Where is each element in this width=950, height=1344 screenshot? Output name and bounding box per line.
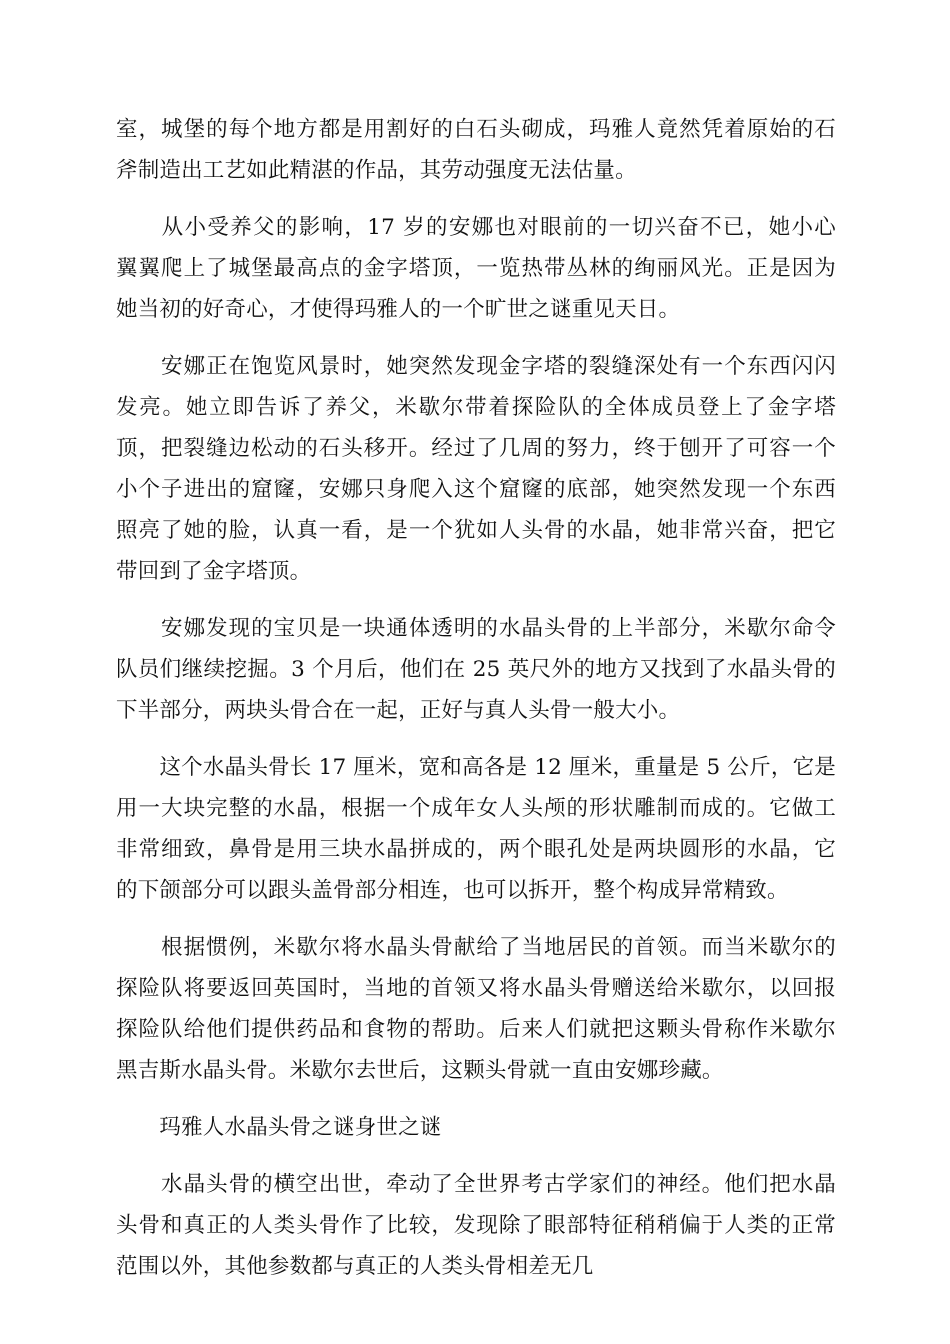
paragraph [116, 747, 836, 911]
text-line: 顶，把裂缝边松动的石头移开。经过了几周的努力，终于刨开了可容一个 [116, 436, 836, 461]
text-line: 室，城堡的每个地方都是用割好的白石头砌成，玛雅人竟然凭着原始的石 [116, 117, 836, 142]
text-line: 翼翼爬上了城堡最高点的金字塔顶，一览热带丛林的绚丽风光。正是因为 [116, 256, 836, 281]
text-line: 探险队给他们提供药品和食物的帮助。后来人们就把这颗头骨称作米歇尔 [116, 1017, 836, 1042]
text-line: 用一大块完整的水晶，根据一个成年女人头颅的形状雕制而成的。它做工 [116, 796, 836, 821]
text-line: 她当初的好奇心，才使得玛雅人的一个旷世之谜重见天日。 [116, 297, 681, 322]
text-line: 头骨和真正的人类头骨作了比较，发现除了眼部特征稍稍偏于人类的正常 [116, 1213, 836, 1238]
text-line: 安娜发现的宝贝是一块通体透明的水晶头骨的上半部分，米歇尔命令 [116, 616, 836, 641]
text-line: 水晶头骨的横空出世，牵动了全世界考古学家们的神经。他们把水晶 [116, 1172, 836, 1197]
paragraph [116, 1164, 836, 1287]
paragraph [116, 927, 836, 1091]
text-line: 根据惯例，米歇尔将水晶头骨献给了当地居民的首领。而当米歇尔的 [116, 935, 836, 960]
text-line: 下半部分，两块头骨合在一起，正好与真人头骨一般大小。 [116, 698, 681, 723]
text-line: 照亮了她的脸，认真一看，是一个犹如人头骨的水晶，她非常兴奋，把它 [116, 518, 836, 543]
text-line: 这个水晶头骨长 17 厘米，宽和高各是 12 厘米，重量是 5 公斤，它是 [116, 755, 836, 780]
document-body [116, 109, 836, 1303]
text-line: 黑吉斯水晶头骨。米歇尔去世后，这颗头骨就一直由安娜珍藏。 [116, 1058, 724, 1083]
text-line: 安娜正在饱览风景时，她突然发现金字塔的裂缝深处有一个东西闪闪 [116, 354, 836, 379]
text-line: 的下颌部分可以跟头盖骨部分相连，也可以拆开，整个构成异常精致。 [116, 878, 789, 903]
heading-line: 玛雅人水晶头骨之谜身世之谜 [116, 1115, 442, 1140]
text-line: 斧制造出工艺如此精湛的作品，其劳动强度无法估量。 [116, 158, 637, 183]
text-line: 小个子进出的窟窿，安娜只身爬入这个窟窿的底部，她突然发现一个东西 [116, 477, 836, 502]
text-line: 探险队将要返回英国时，当地的首领又将水晶头骨赠送给米歇尔，以回报 [116, 976, 836, 1001]
text-line: 带回到了金字塔顶。 [116, 559, 312, 584]
paragraph [116, 207, 836, 330]
paragraph [116, 346, 836, 592]
paragraph [116, 109, 836, 191]
text-line: 范围以外，其他参数都与真正的人类头骨相差无几 [116, 1254, 594, 1279]
section-heading [116, 1107, 836, 1148]
text-line: 发亮。她立即告诉了养父，米歇尔带着探险队的全体成员登上了金字塔 [116, 395, 836, 420]
text-line: 从小受养父的影响，17 岁的安娜也对眼前的一切兴奋不已，她小心 [116, 215, 836, 240]
text-line: 非常细致，鼻骨是用三块水晶拼成的，两个眼孔处是两块圆形的水晶，它 [116, 837, 836, 862]
text-line: 队员们继续挖掘。3 个月后，他们在 25 英尺外的地方又找到了水晶头骨的 [116, 657, 836, 682]
paragraph [116, 608, 836, 731]
